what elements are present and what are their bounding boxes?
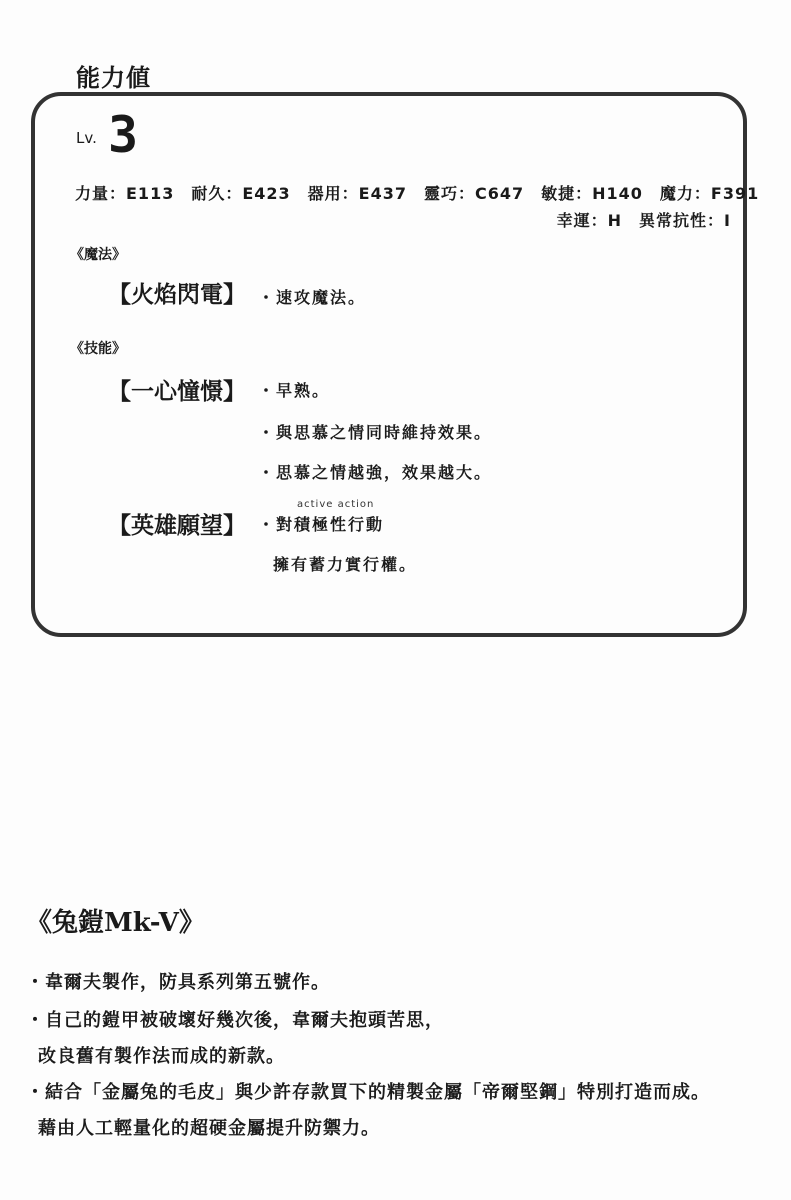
level-label: Lv.	[76, 129, 97, 147]
magic-desc: ・速攻魔法。	[258, 288, 367, 307]
skill-2-ruby: active action	[297, 499, 375, 510]
item-line-3: 改良舊有製作法而成的新款。	[38, 1046, 285, 1067]
magic-section-title: 《魔法》	[70, 247, 126, 263]
stats-line-2: 幸運：H 異常抗性：I	[556, 211, 731, 230]
magic-name: 【火焰閃電】	[108, 282, 246, 308]
item-line-2: ・自己的鎧甲被破壞好幾次後，韋爾夫抱頭苦思，	[26, 1010, 444, 1031]
item-line-5: 藉由人工輕量化的超硬金屬提升防禦力。	[38, 1118, 380, 1139]
skills-section-title: 《技能》	[70, 341, 126, 357]
skill-2-line-2: 擁有蓄力實行權。	[273, 555, 418, 574]
skill-1-line-2: ・與思慕之情同時維持效果。	[258, 423, 493, 442]
skill-1-line-1: ・早熟。	[258, 381, 331, 400]
item-line-4: ・結合「金屬兔的毛皮」與少許存款買下的精製金屬「帝爾堅鋼」特別打造而成。	[26, 1082, 710, 1103]
stats-line-1: 力量：E113 耐久：E423 器用：E437 靈巧：C647 敏捷：H140 魔力：F391	[75, 184, 760, 203]
skill-1-line-3: ・思慕之情越強，效果越大。	[258, 463, 493, 482]
item-title: 《兔鎧Mk-V》	[26, 908, 205, 938]
status-heading: 能力値	[76, 64, 151, 92]
level-value: 3	[108, 106, 139, 164]
skill-name-1: 【一心憧憬】	[108, 379, 246, 405]
item-line-1: ・韋爾夫製作，防具系列第五號作。	[26, 972, 330, 993]
skill-2-line-1: ・對積極性行動	[258, 515, 385, 534]
skill-name-2: 【英雄願望】	[108, 513, 246, 539]
